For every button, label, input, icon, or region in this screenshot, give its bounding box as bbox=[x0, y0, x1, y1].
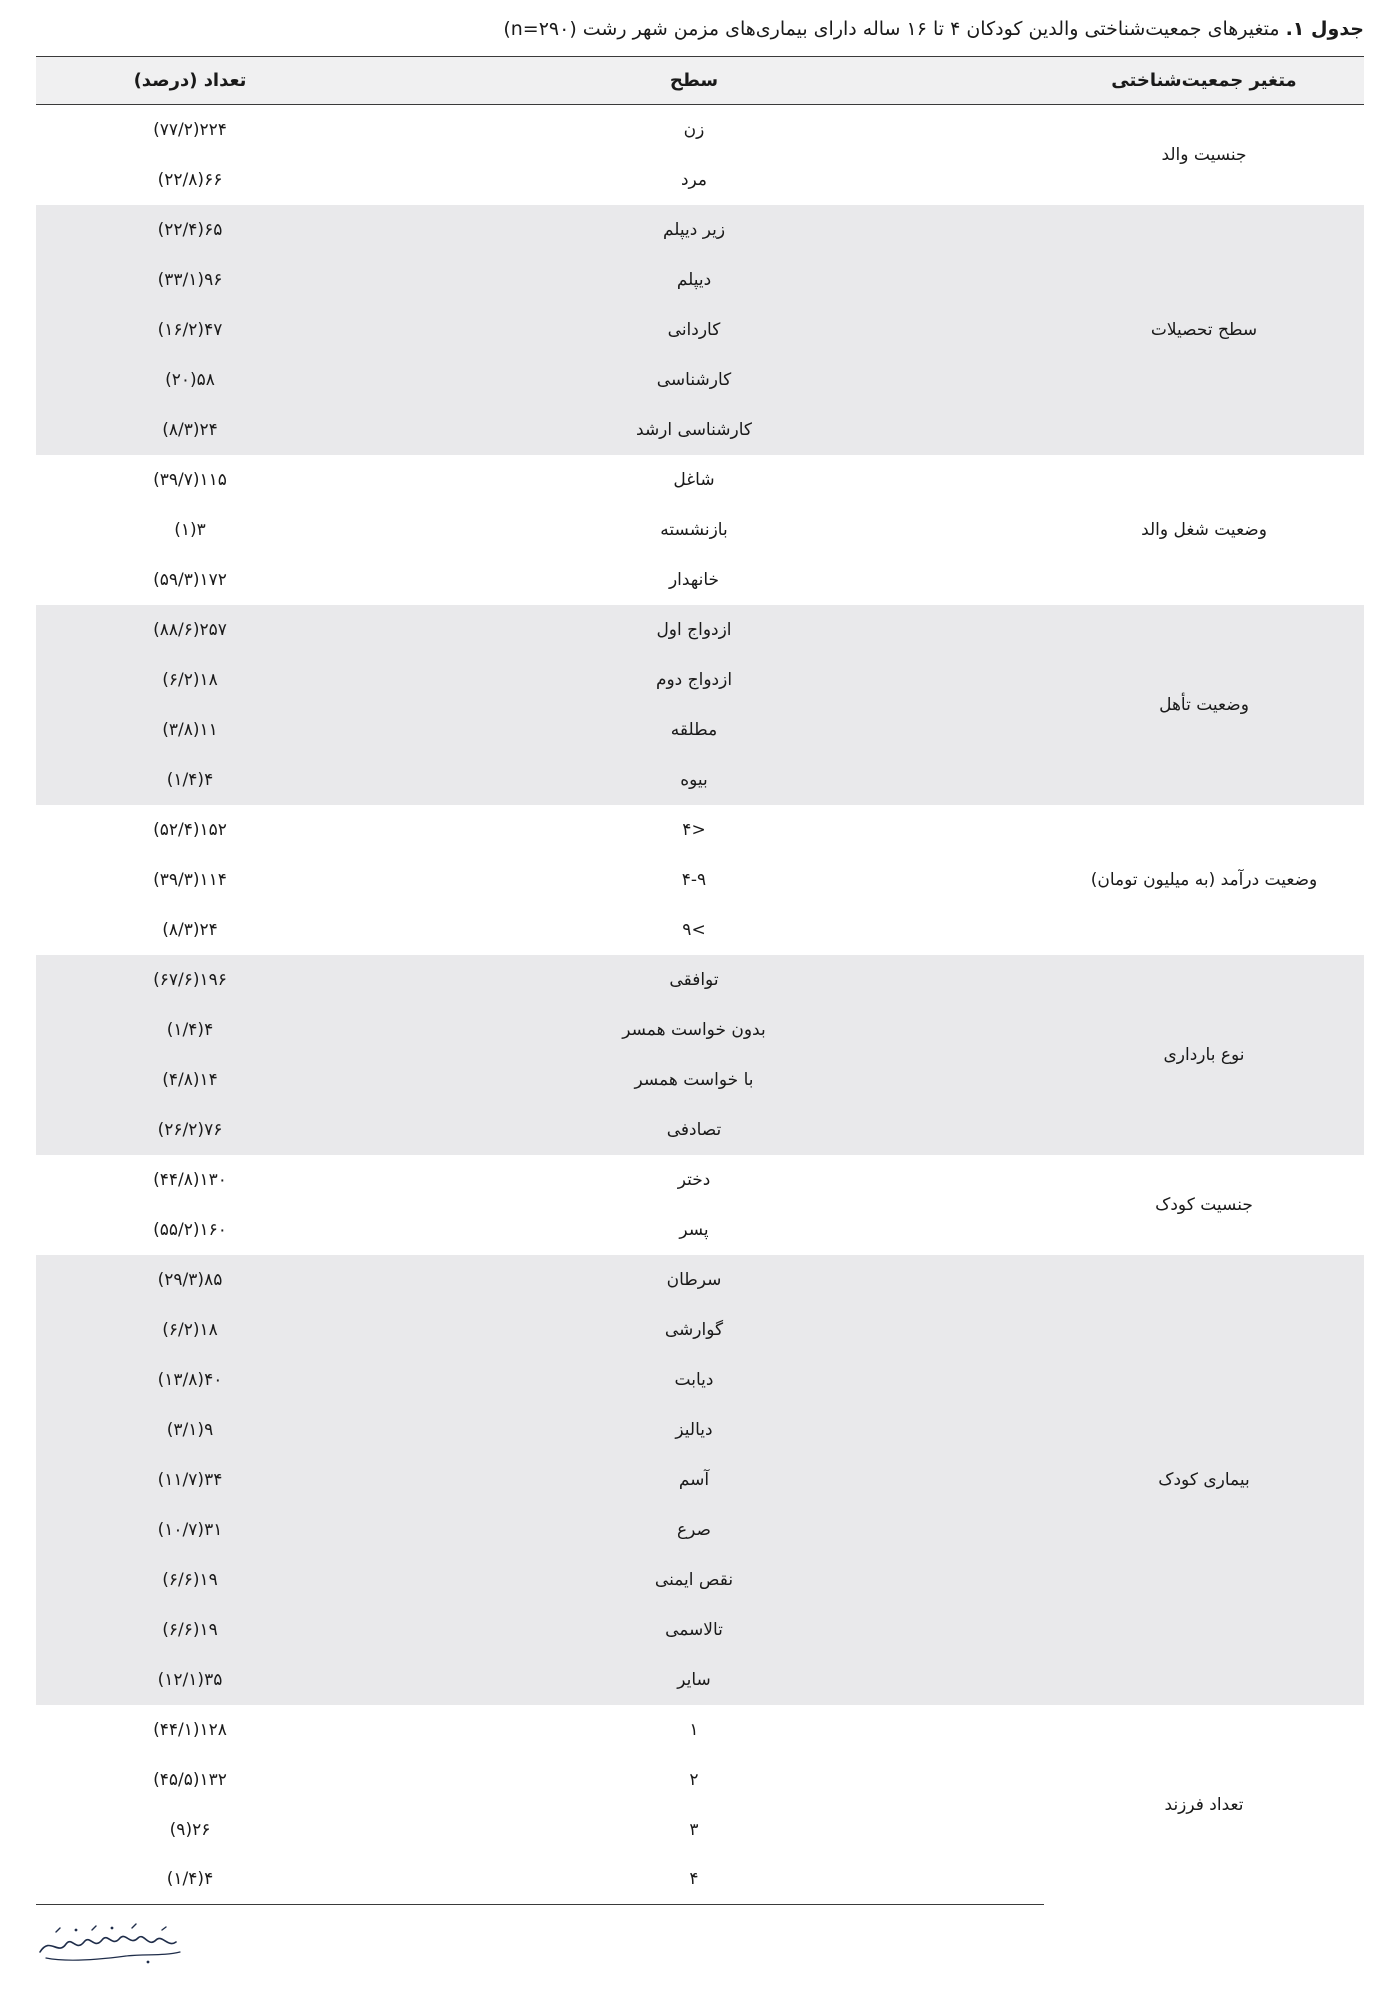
variable-group bbox=[36, 455, 1364, 605]
count-cell: ۴(۱/۴) bbox=[36, 755, 344, 805]
table-row bbox=[36, 455, 1364, 505]
count-cell: ۱۹۶(۶۷/۶) bbox=[36, 955, 344, 1005]
count-cell: ۲۶(۹) bbox=[36, 1805, 344, 1855]
level-cell: ۲ bbox=[344, 1755, 1044, 1805]
count-cell: ۳۵(۱۲/۱) bbox=[36, 1655, 344, 1705]
count-cell: ۲۴(۸/۳) bbox=[36, 905, 344, 955]
table-header bbox=[36, 57, 1364, 105]
count-cell: ۱۱(۳/۸) bbox=[36, 705, 344, 755]
level-cell: ۳ bbox=[344, 1805, 1044, 1855]
count-cell: ۷۶(۲۶/۲) bbox=[36, 1105, 344, 1155]
level-cell: <۴ bbox=[344, 805, 1044, 855]
table-row bbox=[36, 105, 1364, 155]
count-cell: ۱۱۵(۳۹/۷) bbox=[36, 455, 344, 505]
count-cell: ۵۸(۲۰) bbox=[36, 355, 344, 405]
variable-cell: سطح تحصیلات bbox=[1044, 205, 1364, 455]
journal-logo-signature bbox=[36, 1918, 186, 1968]
caption-label: جدول ۱. bbox=[1285, 18, 1364, 40]
level-cell: تصادفی bbox=[344, 1105, 1044, 1155]
level-cell: توافقی bbox=[344, 955, 1044, 1005]
level-cell: تالاسمی bbox=[344, 1605, 1044, 1655]
variable-cell: وضعیت شغل والد bbox=[1044, 455, 1364, 605]
level-cell: ازدواج اول bbox=[344, 605, 1044, 655]
level-cell: کارشناسی ارشد bbox=[344, 405, 1044, 455]
level-cell: ۱ bbox=[344, 1705, 1044, 1755]
level-cell: سرطان bbox=[344, 1255, 1044, 1305]
journal-logo bbox=[36, 1918, 186, 1968]
count-cell: ۲۲۴(۷۷/۲) bbox=[36, 105, 344, 155]
level-cell: بیوه bbox=[344, 755, 1044, 805]
count-cell: ۳(۱) bbox=[36, 505, 344, 555]
level-cell: پسر bbox=[344, 1205, 1044, 1255]
level-cell: سایر bbox=[344, 1655, 1044, 1705]
level-cell: دیابت bbox=[344, 1355, 1044, 1405]
level-cell: نقص ایمنی bbox=[344, 1555, 1044, 1605]
level-cell: بدون خواست همسر bbox=[344, 1005, 1044, 1055]
variable-group bbox=[36, 605, 1364, 805]
table-row bbox=[36, 1155, 1364, 1205]
level-cell: مطلقه bbox=[344, 705, 1044, 755]
count-cell: ۴۷(۱۶/۲) bbox=[36, 305, 344, 355]
table-caption bbox=[28, 12, 1364, 46]
variable-cell: بیماری کودک bbox=[1044, 1255, 1364, 1705]
variable-cell: جنسیت کودک bbox=[1044, 1155, 1364, 1255]
level-cell: با خواست همسر bbox=[344, 1055, 1044, 1105]
level-cell: آسم bbox=[344, 1455, 1044, 1505]
variable-group bbox=[36, 205, 1364, 455]
level-cell: کارشناسی bbox=[344, 355, 1044, 405]
count-cell: ۴۰(۱۳/۸) bbox=[36, 1355, 344, 1405]
table-row bbox=[36, 805, 1364, 855]
count-cell: ۹۶(۳۳/۱) bbox=[36, 255, 344, 305]
count-cell: ۸۵(۲۹/۳) bbox=[36, 1255, 344, 1305]
count-cell: ۲۵۷(۸۸/۶) bbox=[36, 605, 344, 655]
count-cell: ۱۹(۶/۶) bbox=[36, 1555, 344, 1605]
count-cell: ۲۴(۸/۳) bbox=[36, 405, 344, 455]
header-count: تعداد (درصد) bbox=[36, 57, 344, 105]
level-cell: شاغل bbox=[344, 455, 1044, 505]
variable-group bbox=[36, 1155, 1364, 1255]
count-cell: ۱۸(۶/۲) bbox=[36, 655, 344, 705]
variable-group bbox=[36, 1705, 1364, 1905]
table-row bbox=[36, 605, 1364, 655]
count-cell: ۱۸(۶/۲) bbox=[36, 1305, 344, 1355]
level-cell: >۹ bbox=[344, 905, 1044, 955]
count-cell: ۶۵(۲۲/۴) bbox=[36, 205, 344, 255]
count-cell: ۱۳۲(۴۵/۵) bbox=[36, 1755, 344, 1805]
table-row bbox=[36, 955, 1364, 1005]
level-cell: دیپلم bbox=[344, 255, 1044, 305]
level-cell: دختر bbox=[344, 1155, 1044, 1205]
caption-text: متغیرهای جمعیت‌شناختی والدین کودکان ۴ تا ۱۶ ساله دارای بیماری‌های مزمن شهر رشت (n=۲۹۰) bbox=[503, 18, 1280, 40]
level-cell: ۴-۹ bbox=[344, 855, 1044, 905]
variable-cell: جنسیت والد bbox=[1044, 105, 1364, 205]
count-cell: ۱۶۰(۵۵/۲) bbox=[36, 1205, 344, 1255]
count-cell: ۴(۱/۴) bbox=[36, 1855, 344, 1905]
count-cell: ۱۲۸(۴۴/۱) bbox=[36, 1705, 344, 1755]
variable-cell: وضعیت درآمد (به میلیون تومان) bbox=[1044, 805, 1364, 955]
demographics-table bbox=[36, 56, 1364, 1905]
variable-group bbox=[36, 955, 1364, 1155]
table-row bbox=[36, 1255, 1364, 1305]
variable-cell: وضعیت تأهل bbox=[1044, 605, 1364, 805]
count-cell: ۴(۱/۴) bbox=[36, 1005, 344, 1055]
table-row bbox=[36, 1705, 1364, 1755]
variable-group bbox=[36, 105, 1364, 205]
level-cell: صرع bbox=[344, 1505, 1044, 1555]
demographics-table-container bbox=[36, 56, 1364, 1905]
count-cell: ۶۶(۲۲/۸) bbox=[36, 155, 344, 205]
header-level: سطح bbox=[344, 57, 1044, 105]
level-cell: مرد bbox=[344, 155, 1044, 205]
count-cell: ۱۴(۴/۸) bbox=[36, 1055, 344, 1105]
level-cell: گوارشی bbox=[344, 1305, 1044, 1355]
header-variable: متغیر جمعیت‌شناختی bbox=[1044, 57, 1364, 105]
count-cell: ۳۴(۱۱/۷) bbox=[36, 1455, 344, 1505]
variable-cell: نوع بارداری bbox=[1044, 955, 1364, 1155]
level-cell: ازدواج دوم bbox=[344, 655, 1044, 705]
variable-cell: تعداد فرزند bbox=[1044, 1705, 1364, 1905]
level-cell: زیر دیپلم bbox=[344, 205, 1044, 255]
count-cell: ۹(۳/۱) bbox=[36, 1405, 344, 1455]
table-row bbox=[36, 205, 1364, 255]
level-cell: خانهدار bbox=[344, 555, 1044, 605]
variable-group bbox=[36, 1255, 1364, 1705]
count-cell: ۱۷۲(۵۹/۳) bbox=[36, 555, 344, 605]
count-cell: ۱۹(۶/۶) bbox=[36, 1605, 344, 1655]
level-cell: ۴ bbox=[344, 1855, 1044, 1905]
level-cell: زن bbox=[344, 105, 1044, 155]
count-cell: ۱۵۲(۵۲/۴) bbox=[36, 805, 344, 855]
header-row bbox=[36, 57, 1364, 105]
variable-group bbox=[36, 805, 1364, 955]
count-cell: ۱۳۰(۴۴/۸) bbox=[36, 1155, 344, 1205]
level-cell: بازنشسته bbox=[344, 505, 1044, 555]
count-cell: ۱۱۴(۳۹/۳) bbox=[36, 855, 344, 905]
count-cell: ۳۱(۱۰/۷) bbox=[36, 1505, 344, 1555]
level-cell: دیالیز bbox=[344, 1405, 1044, 1455]
level-cell: کاردانی bbox=[344, 305, 1044, 355]
